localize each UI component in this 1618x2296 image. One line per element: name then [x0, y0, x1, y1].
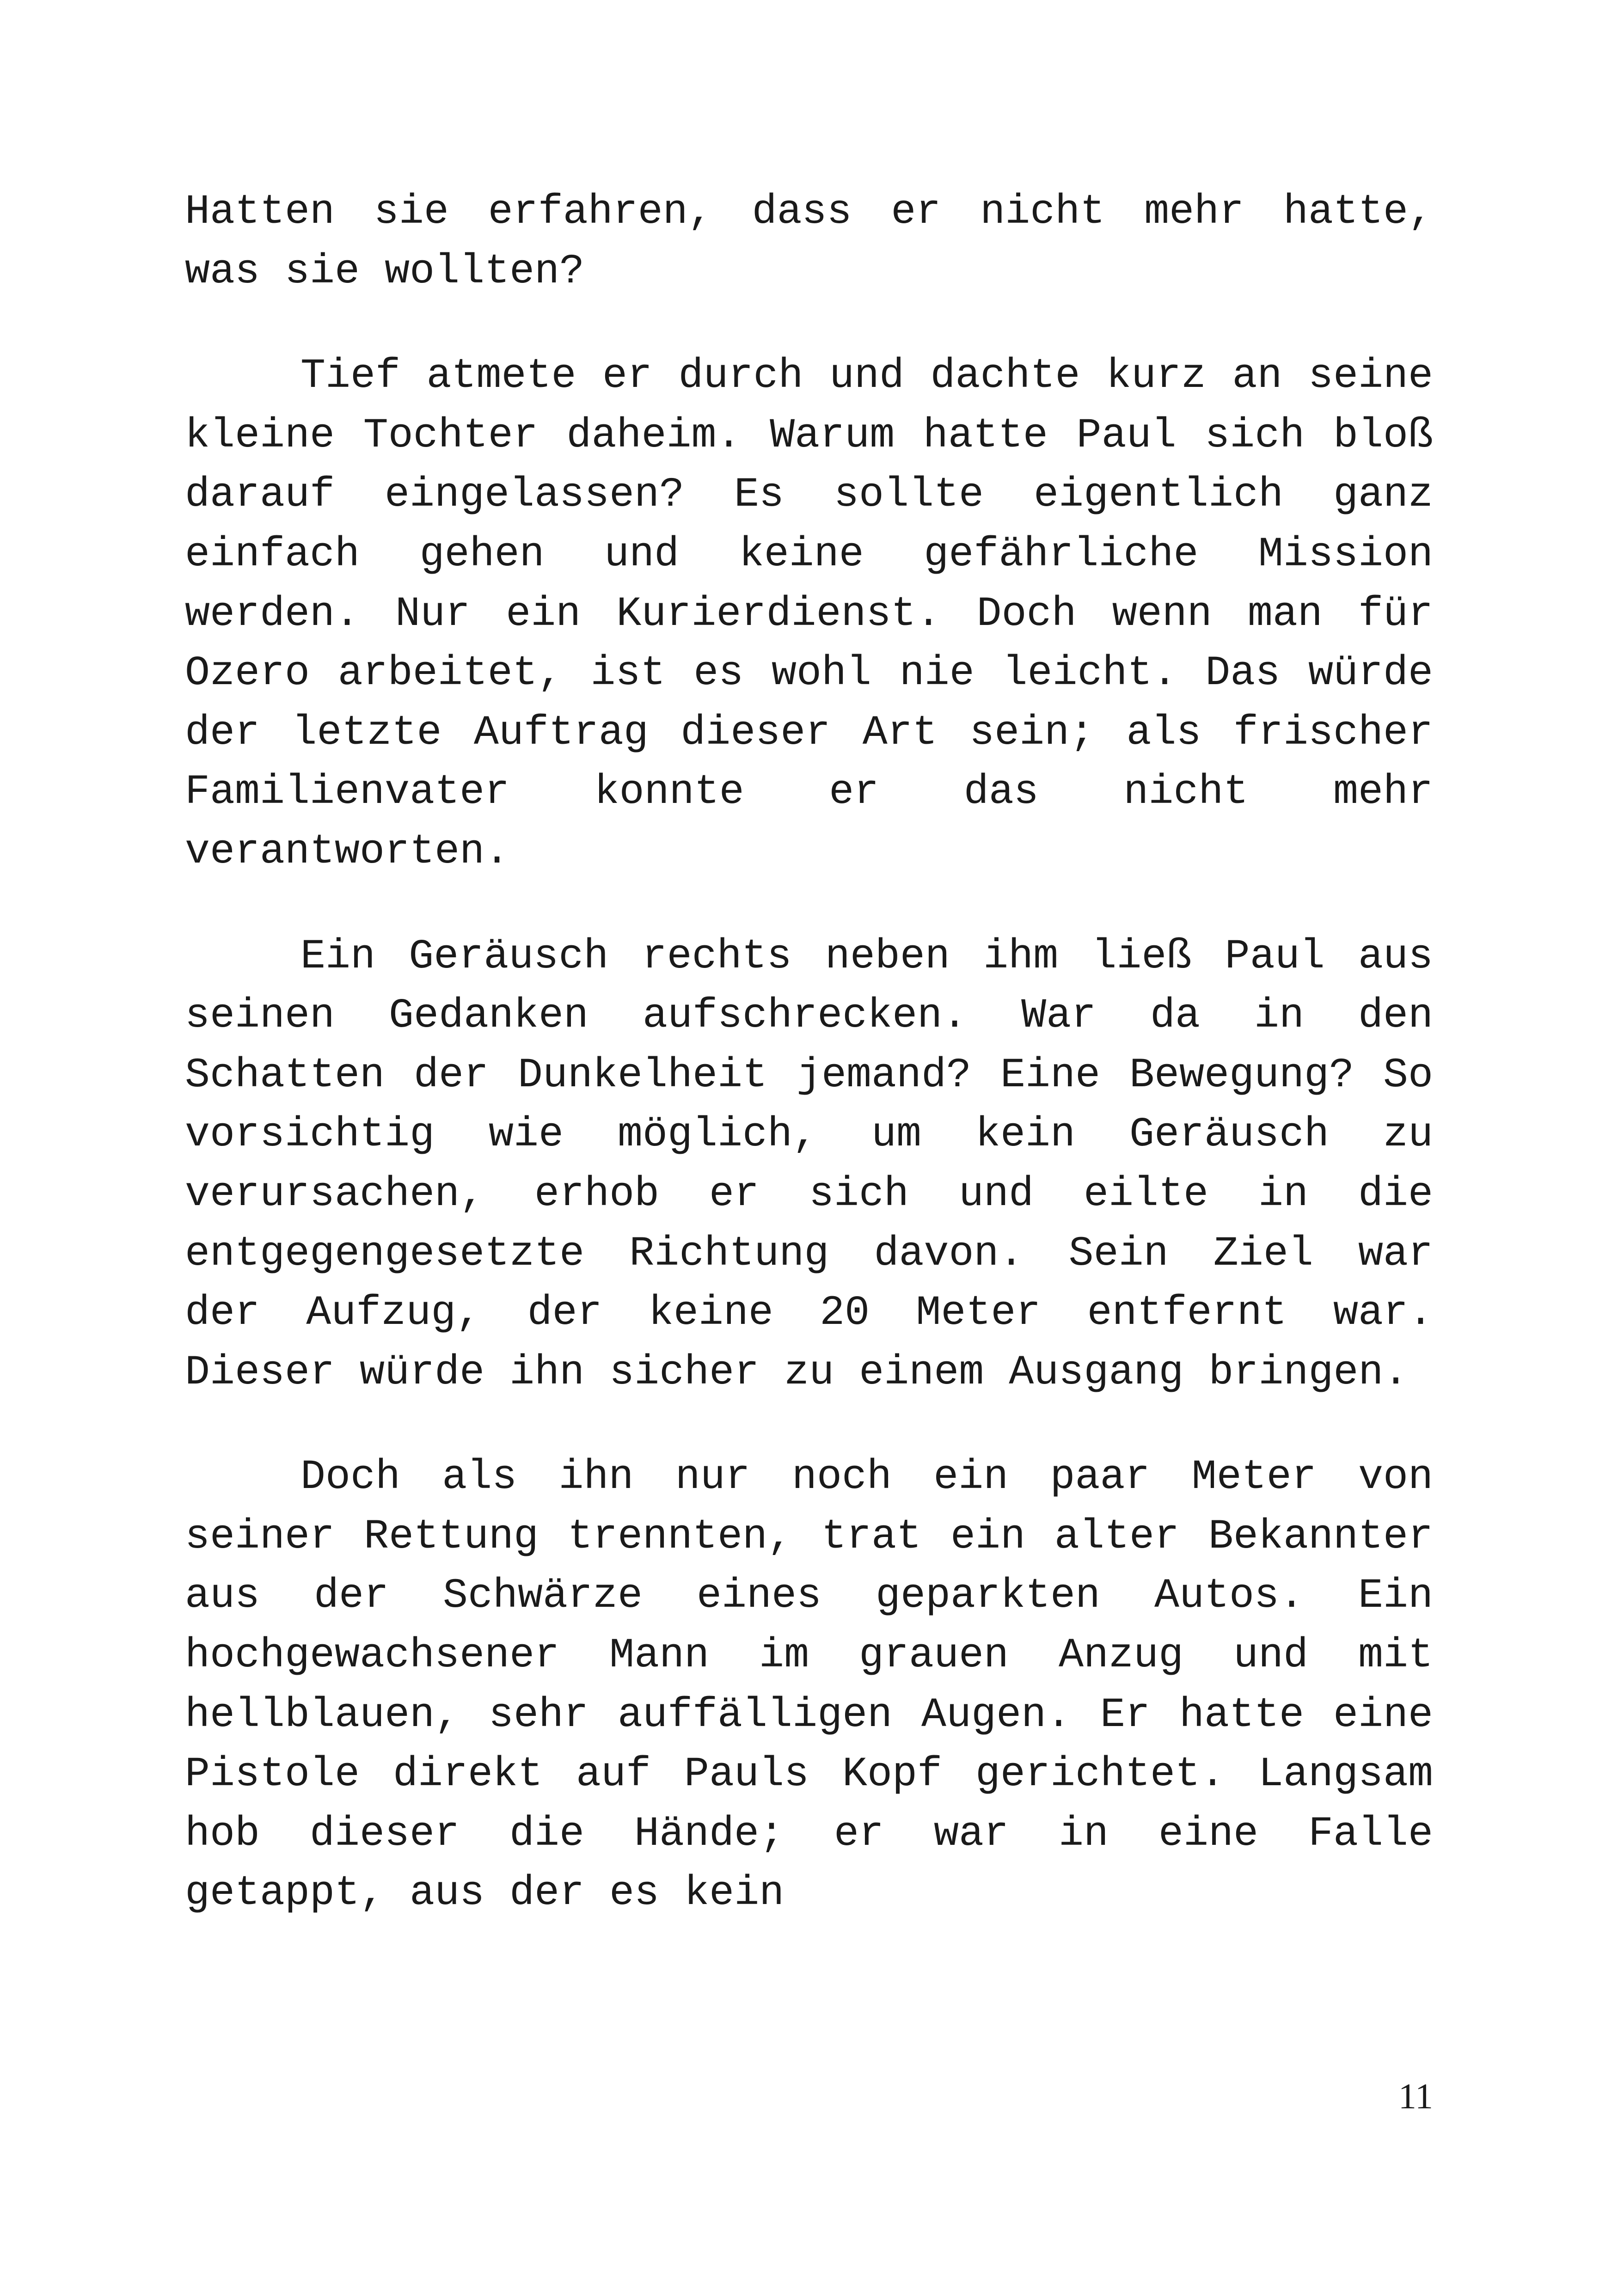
paragraph-4: Doch als ihn nur noch ein paar Meter von seiner Rettung trennten, trat ein alter Bekannter aus der Schwärze eines geparkten Autos. Ein hochgewachsener Mann im grauen Anzug und mit hellblauen, sehr auffälligen Augen. Er hatte eine Pistole direkt auf Pauls Kopf gerichtet. Langsam hob dieser die Hände; er war in eine Falle getappt, aus der es kein [185, 1454, 1433, 1917]
paragraph-2: Tief atmete er durch und dachte kurz an seine kleine Tochter daheim. Warum hatte Paul sich bloß darauf eingelassen? Es sollte eigentlich ganz einfach gehen und keine gefährliche Mission werden. Nur ein Kurierdienst. Doch wenn man für Ozero arbeitet, ist es wohl nie leicht. Das würde der letzte Auftrag dieser Art sein; als frischer Familienvater konnte er das nicht mehr verantworten. [185, 353, 1433, 876]
body-text [185, 183, 1433, 1969]
page-number: 11 [1398, 2076, 1433, 2116]
paragraph-3: Ein Geräusch rechts neben ihm ließ Paul aus seinen Gedanken aufschrecken. War da in den Schatten der Dunkelheit jemand? Eine Bewegung? So vorsichtig wie möglich, um kein Geräusch zu verursachen, erhob er sich und eilte in die entgegengesetzte Richtung davon. Sein Ziel war der Aufzug, der keine 20 Meter entfernt war. Dieser würde ihn sicher zu einem Ausgang bringen. [185, 933, 1433, 1396]
paragraph-1: Hatten sie erfahren, dass er nicht mehr hatte, was sie wollten? [185, 189, 1433, 295]
